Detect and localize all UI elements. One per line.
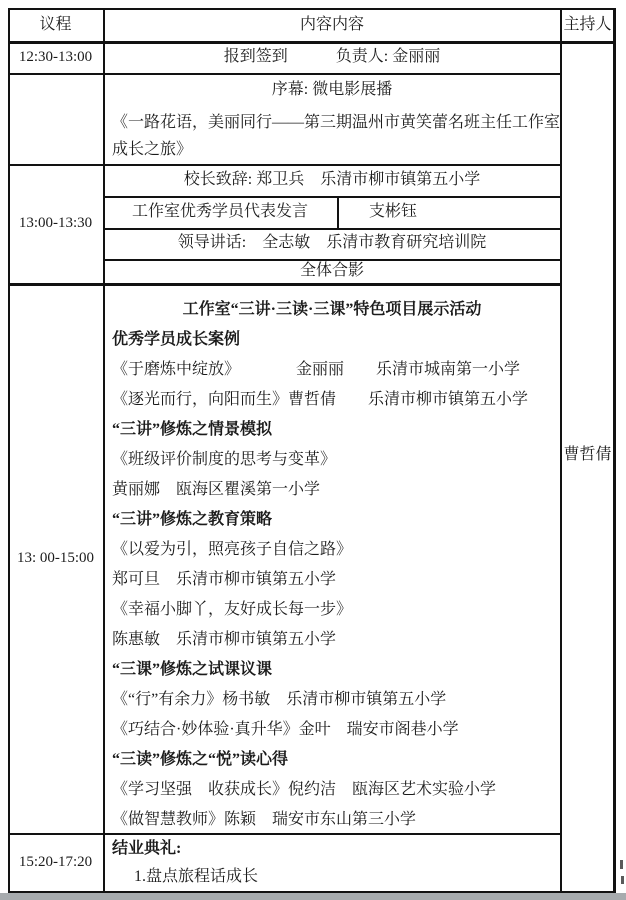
closing-item-1: 1.盘点旅程话成长 [134,867,259,885]
program-line: 《逐光而行，向阳而生》曹哲倩 乐清市柳市镇第五小学 [112,390,529,408]
host-name: 曹哲倩 [563,445,612,463]
scan-speck [620,860,623,869]
time-opening: 13:00-13:30 [18,214,93,231]
column-header-host: 主持人 [563,16,612,34]
program-line: 《于磨炼中绽放》 金丽丽 乐清市城南第一小学 [112,360,521,378]
program-line: 郑可旦 乐清市柳市镇第五小学 [112,570,337,588]
time-closing: 15:20-17:20 [18,854,93,871]
program-lines [103,292,561,832]
column-header-content: 内容内容 [299,16,364,34]
program-line: “三讲”修炼之情景模拟 [112,420,273,438]
prelude-film-title-line1: 《一路花语，美丽同行——第三期温州市黄笑蕾名班主任工作室 [112,113,561,131]
program-line: 《以爱为引，照亮孩子自信之路》 [112,540,353,558]
program-line: 工作室“三讲·三读·三课”特色项目展示活动 [182,300,482,318]
opening-leader-speech: 领导讲话: 全志敏 乐清市教育研究培训院 [177,234,487,252]
opening-principal-speech: 校长致辞: 郑卫兵 乐清市柳市镇第五小学 [183,170,481,188]
prelude-film-title-line2: 成长之旅》 [112,140,193,158]
time-signin: 12:30-13:00 [18,48,93,65]
program-line: 《班级评价制度的思考与变革》 [112,450,337,468]
opening-representative-speech: 工作室优秀学员代表发言 [131,202,308,220]
program-line: 《做智慧教师》陈颖 瑞安市东山第三小学 [112,810,417,828]
signin-text: 报到签到 负责人: 金丽丽 [223,48,441,66]
program-line: “三讲”修炼之教育策略 [112,510,273,528]
program-line: 《“行”有余力》杨书敏 乐清市柳市镇第五小学 [112,690,447,708]
program-line: “三课”修炼之试课议课 [112,660,273,678]
scan-bottom-edge [0,893,626,900]
prelude-title: 序幕: 微电影展播 [271,80,393,98]
program-line: 《学习坚强 收获成长》倪约洁 瓯海区艺术实验小学 [112,780,497,798]
scan-speck [621,876,624,884]
closing-title: 结业典礼: [112,839,182,857]
program-line: 黄丽娜 瓯海区瞿溪第一小学 [112,480,321,498]
column-header-agenda: 议程 [39,16,72,34]
opening-representative-name: 支彬钰 [369,202,418,220]
opening-group-photo: 全体合影 [299,261,364,279]
program-line: 《巧结合·妙体验·真升华》金叶 瑞安市阁巷小学 [112,720,459,738]
program-line: 陈惠敏 乐清市柳市镇第五小学 [112,630,337,648]
program-line: “三读”修炼之“悦”读心得 [112,750,289,768]
program-line: 优秀学员成长案例 [112,330,241,348]
time-program: 13: 00-15:00 [16,549,95,566]
program-line: 《幸福小脚丫，友好成长每一步》 [112,600,353,618]
